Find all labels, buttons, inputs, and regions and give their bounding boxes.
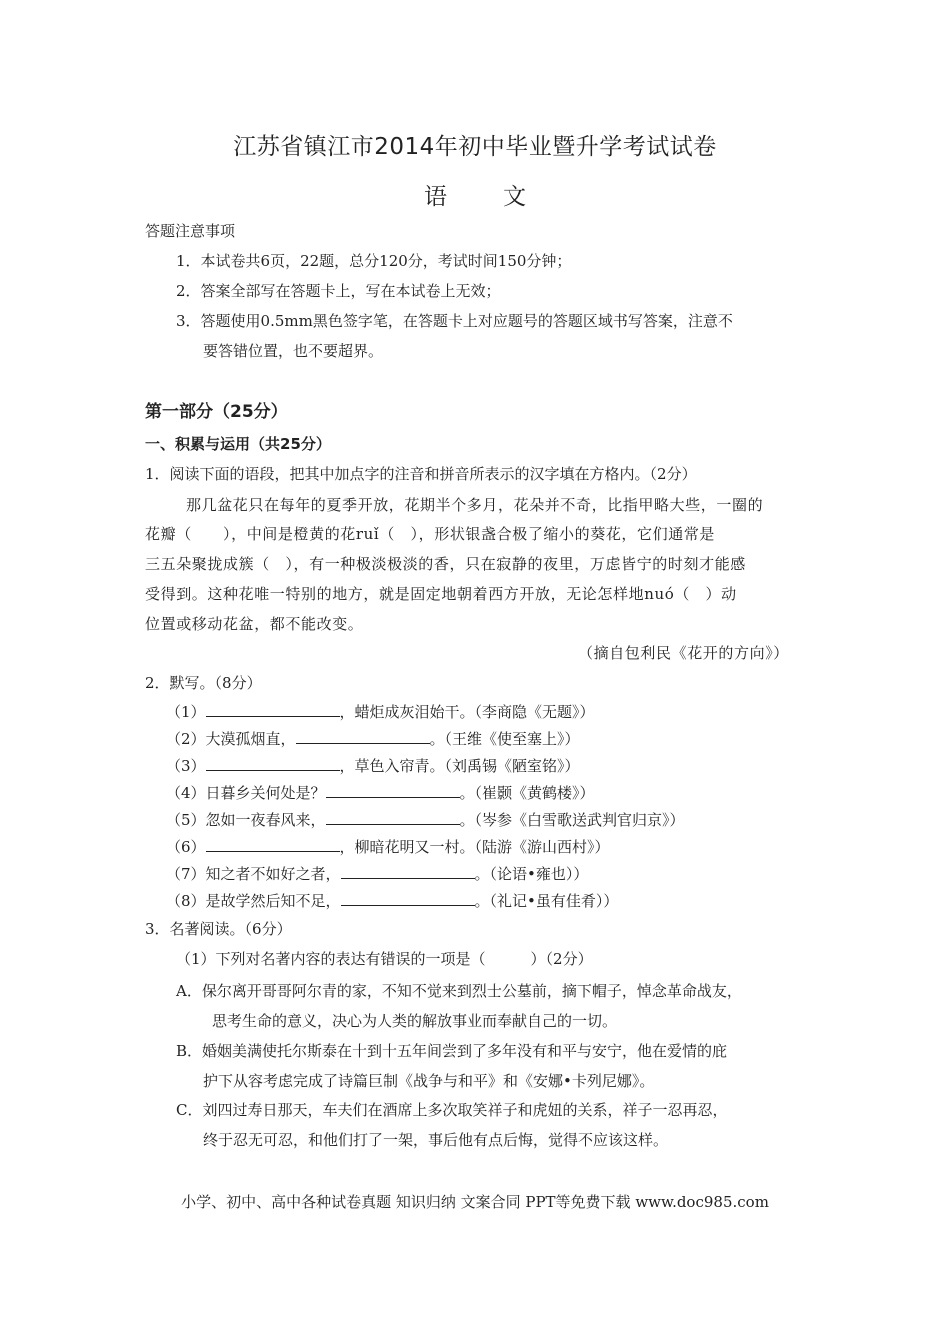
option-b-line-1: B．婚姻美满使托尔斯泰在十到十五年间尝到了多年没有和平与安宁，他在爱情的庇 (176, 1042, 728, 1060)
question-3-sub-1: （1）下列对名著内容的表达有错误的一项是（ ）（2分） (176, 950, 593, 968)
dictation-line-1: （1） ，蜡炬成灰泪始干。（李商隐《无题》） (166, 703, 595, 721)
page-footer: 小学、初中、高中各种试卷真题 知识归纳 文案合同 PPT等免费下载 www.doc985.com (181, 1193, 769, 1211)
passage-line-1: 那几盆花只在每年的夏季开放，花期半个多月，花朵并不奇，比指甲略大些，一圈的 (186, 496, 764, 514)
instruction-item-3: 3．答题使用0.5mm黑色签字笔，在答题卡上对应题号的答题区域书写答案，注意不 (176, 312, 733, 330)
option-b-line-2: 护下从容考虑完成了诗篇巨制《战争与和平》和《安娜•卡列尼娜》。 (203, 1072, 655, 1090)
instruction-item-1: 1．本试卷共6页，22题，总分120分，考试时间150分钟； (176, 252, 572, 270)
answer-blank-5[interactable] (326, 810, 460, 825)
option-c-line-2: 终于忍无可忍，和他们打了一架，事后他有点后悔，觉得不应该这样。 (203, 1131, 669, 1149)
subject-title (0, 178, 950, 211)
passage-source: （摘自包利民《花开的方向》） (578, 644, 789, 662)
option-a-line-1: A．保尔离开哥哥阿尔青的家，不知不觉来到烈士公墓前，摘下帽子，悼念革命战友， (176, 982, 742, 1000)
answer-blank-7[interactable] (341, 864, 475, 879)
passage-line-3: 三五朵聚拢成簇（ ），有一种极淡极淡的香，只在寂静的夜里，万虑皆宁的时刻才能感 (145, 555, 746, 573)
dictation-line-6: （6） ，柳暗花明又一村。（陆游《游山西村》） (166, 838, 610, 856)
question-3-stem: 3．名著阅读。（6分） (145, 920, 292, 938)
answer-blank-8[interactable] (341, 891, 475, 906)
answer-blank-6[interactable] (206, 837, 340, 852)
answer-blank-4[interactable] (326, 783, 460, 798)
dictation-line-7: （7）知之者不如好之者， 。（论语•雍也）） (166, 865, 589, 883)
answer-blank-3[interactable] (206, 756, 340, 771)
passage-line-5: 位置或移动花盆，都不能改变。 (145, 615, 364, 633)
dictation-line-4: （4）日暮乡关何处是？ 。（崔颢《黄鹤楼》） (166, 784, 595, 802)
instructions-heading: 答题注意事项 (145, 222, 236, 240)
answer-blank-2[interactable] (296, 729, 430, 744)
question-1-stem: 1．阅读下面的语段，把其中加点字的注音和拼音所表示的汉字填在方格内。（2分） (145, 465, 697, 483)
option-a-line-2: 思考生命的意义，决心为人类的解放事业而奉献自己的一切。 (212, 1012, 618, 1030)
answer-blank-1[interactable] (206, 702, 340, 717)
dictation-line-8: （8）是故学然后知不足， 。（礼记•虽有佳肴）） (166, 892, 619, 910)
instruction-item-3-cont: 要答错位置，也不要超界。 (203, 342, 384, 360)
section-heading: 一、积累与运用（共25分） (145, 435, 331, 453)
dictation-line-3: （3） ，草色入帘青。（刘禹锡《陋室铭》） (166, 757, 580, 775)
dictation-line-5: （5）忽如一夜春风来， 。（岑参《白雪歌送武判官归京》） (166, 811, 685, 829)
instruction-item-2: 2．答案全部写在答题卡上，写在本试卷上无效； (176, 282, 501, 300)
question-2-stem: 2．默写。（8分） (145, 674, 262, 692)
exam-title: 江苏省镇江市2014年初中毕业暨升学考试试卷 (233, 134, 717, 160)
option-c-line-1: C．刘四过寿日那天，车夫们在酒席上多次取笑祥子和虎妞的关系，祥子一忍再忍， (176, 1101, 728, 1119)
subject-char-1: 语 (424, 184, 447, 210)
passage-line-2: 花瓣（ ），中间是橙黄的花ruǐ（ ），形状银盏合极了缩小的葵花，它们通常是 (145, 525, 716, 543)
passage-line-4: 受得到。这种花唯一特别的地方，就是固定地朝着西方开放，无论怎样地nuó（ ）动 (145, 585, 737, 603)
subject-char-2: 文 (503, 184, 526, 210)
dictation-line-2: （2）大漠孤烟直， 。（王维《使至塞上》） (166, 730, 580, 748)
part-heading: 第一部分（25分） (145, 402, 288, 422)
